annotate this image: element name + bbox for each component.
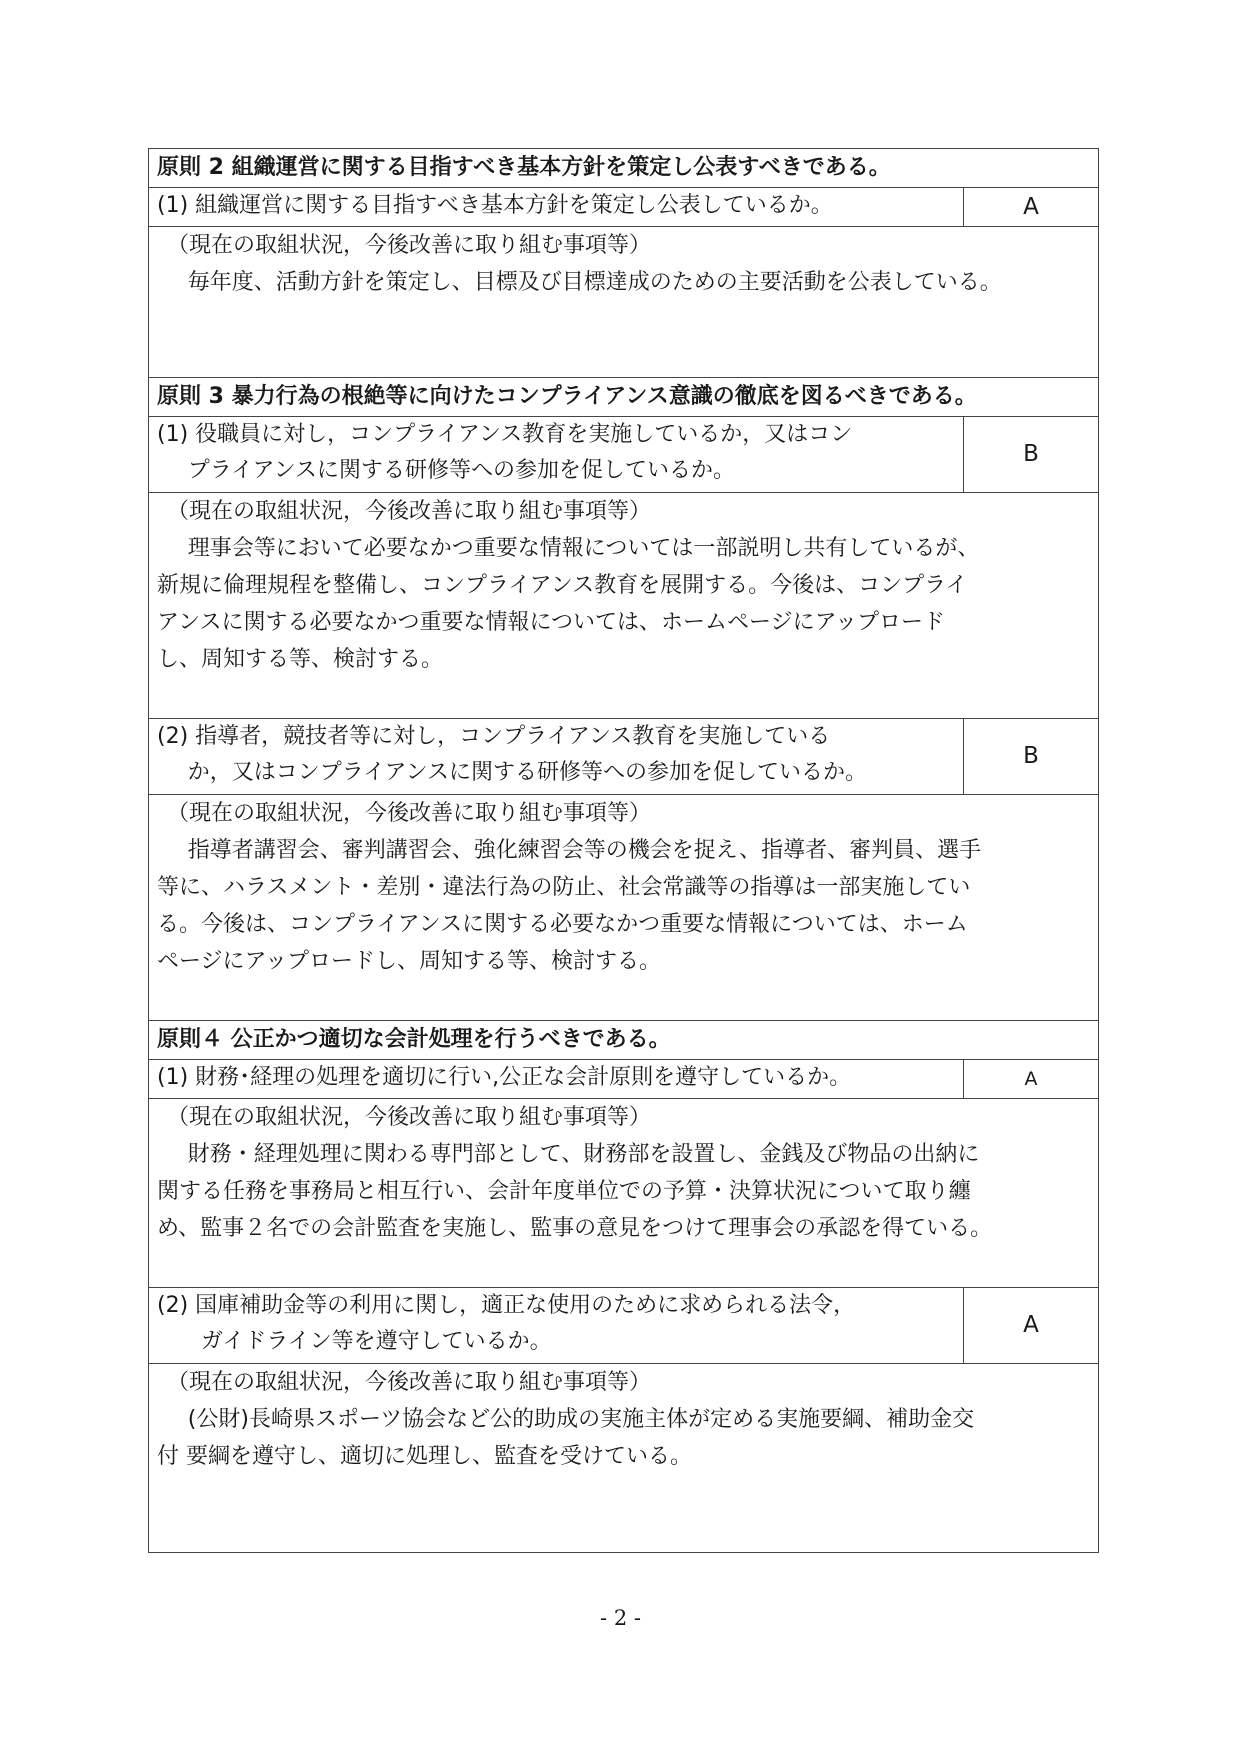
principle-heading: 原則 3 暴力行為の根絶等に向けたコンプライアンス意識の徹底を図るべきである。 (149, 378, 1099, 417)
question-row (149, 1288, 1099, 1364)
status-line: 理事会等において必要なかつ重要な情報については一部説明し共有しているが、 (187, 536, 980, 561)
principle-row (149, 149, 1099, 188)
status-cell (149, 1099, 1099, 1288)
status-row (149, 795, 1099, 1021)
rating-cell: B (964, 417, 1099, 493)
status-line: ページにアップロードし、周知する等、検討する。 (157, 949, 662, 974)
status-header: （現在の取組状況，今後改善に取り組む事項等） (167, 1370, 652, 1395)
principle-heading: 原則 2 組織運営に関する目指すべき基本方針を策定し公表すべきである。 (149, 149, 1099, 188)
question-cell (149, 1060, 964, 1099)
status-line: 等に、ハラスメント・差別・違法行為の防止、社会常識等の指導は一部実施してい (157, 875, 971, 900)
rating-cell: A (964, 1288, 1099, 1364)
principle-row (149, 378, 1099, 417)
status-line: 関する任務を事務局と相互行い、会計年度単位での予算・決算状況について取り纏 (157, 1179, 971, 1204)
question-row (149, 719, 1099, 795)
question-row (149, 1060, 1099, 1099)
status-row (149, 1364, 1099, 1553)
question-line: (1) 財務･経理の処理を適切に行い,公正な会計原則を遵守しているか。 (157, 1065, 852, 1090)
status-cell (149, 493, 1099, 719)
status-header: （現在の取組状況，今後改善に取り組む事項等） (167, 233, 652, 258)
principle-row (149, 1021, 1099, 1060)
question-line: か，又はコンプライアンスに関する研修等への参加を促しているか。 (187, 760, 867, 785)
status-line: 指導者講習会、審判講習会、強化練習会等の機会を捉え、指導者、審判員、選手 (187, 838, 982, 863)
question-line: (1) 役職員に対し，コンプライアンス教育を実施しているか，又はコン (157, 422, 853, 447)
rating-cell: A (964, 188, 1099, 227)
rating-cell: B (964, 719, 1099, 795)
page-number: - 2 - (600, 1606, 641, 1630)
question-line: (1) 組織運営に関する目指すべき基本方針を策定し公表しているか。 (157, 193, 833, 218)
question-cell (149, 417, 964, 493)
question-cell (149, 719, 964, 795)
question-line: (2) 指導者，競技者等に対し，コンプライアンス教育を実施している (157, 724, 831, 749)
question-line: (2) 国庫補助金等の利用に関し，適正な使用のために求められる法令， (157, 1293, 856, 1318)
status-row (149, 493, 1099, 719)
status-header: （現在の取組状況，今後改善に取り組む事項等） (167, 499, 652, 524)
status-row (149, 227, 1099, 378)
status-line: し、周知する等、検討する。 (157, 647, 444, 672)
status-line: 財務・経理処理に関わる専門部として、財務部を設置し、金銭及び物品の出納に (187, 1142, 980, 1167)
compliance-table (148, 148, 1099, 1553)
status-cell (149, 227, 1099, 378)
question-cell (149, 188, 964, 227)
question-line: ガイドライン等を遵守しているか。 (201, 1329, 552, 1354)
status-line: め、監事２名での会計監査を実施し、監事の意見をつけて理事会の承認を得ている。 (157, 1216, 993, 1241)
status-row (149, 1099, 1099, 1288)
status-line: 新規に倫理規程を整備し、コンプライアンス教育を展開する。今後は、コンプライ (157, 573, 968, 598)
status-cell (149, 1364, 1099, 1553)
status-line: アンスに関する必要なかつ重要な情報については、ホームページにアップロード (157, 610, 946, 635)
question-line: プライアンスに関する研修等への参加を促しているか。 (187, 458, 735, 483)
question-row (149, 417, 1099, 493)
status-line: 毎年度、活動方針を策定し、目標及び目標達成のための主要活動を公表している。 (187, 270, 1002, 295)
status-header: （現在の取組状況，今後改善に取り組む事項等） (167, 1105, 652, 1130)
status-header: （現在の取組状況，今後改善に取り組む事項等） (167, 801, 652, 826)
status-line: る。今後は、コンプライアンスに関する必要なかつ重要な情報については、ホーム (157, 912, 968, 937)
status-line: (公財)長崎県スポーツ協会など公的助成の実施主体が定める実施要綱、補助金交 (187, 1407, 975, 1432)
principle-heading: 原則４ 公正かつ適切な会計処理を行うべきである。 (149, 1021, 1099, 1060)
status-cell (149, 795, 1099, 1021)
rating-cell: A (964, 1060, 1099, 1099)
question-row (149, 188, 1099, 227)
status-line: 付 要綱を遵守し、適切に処理し、監査を受けている。 (157, 1444, 692, 1469)
question-cell (149, 1288, 964, 1364)
